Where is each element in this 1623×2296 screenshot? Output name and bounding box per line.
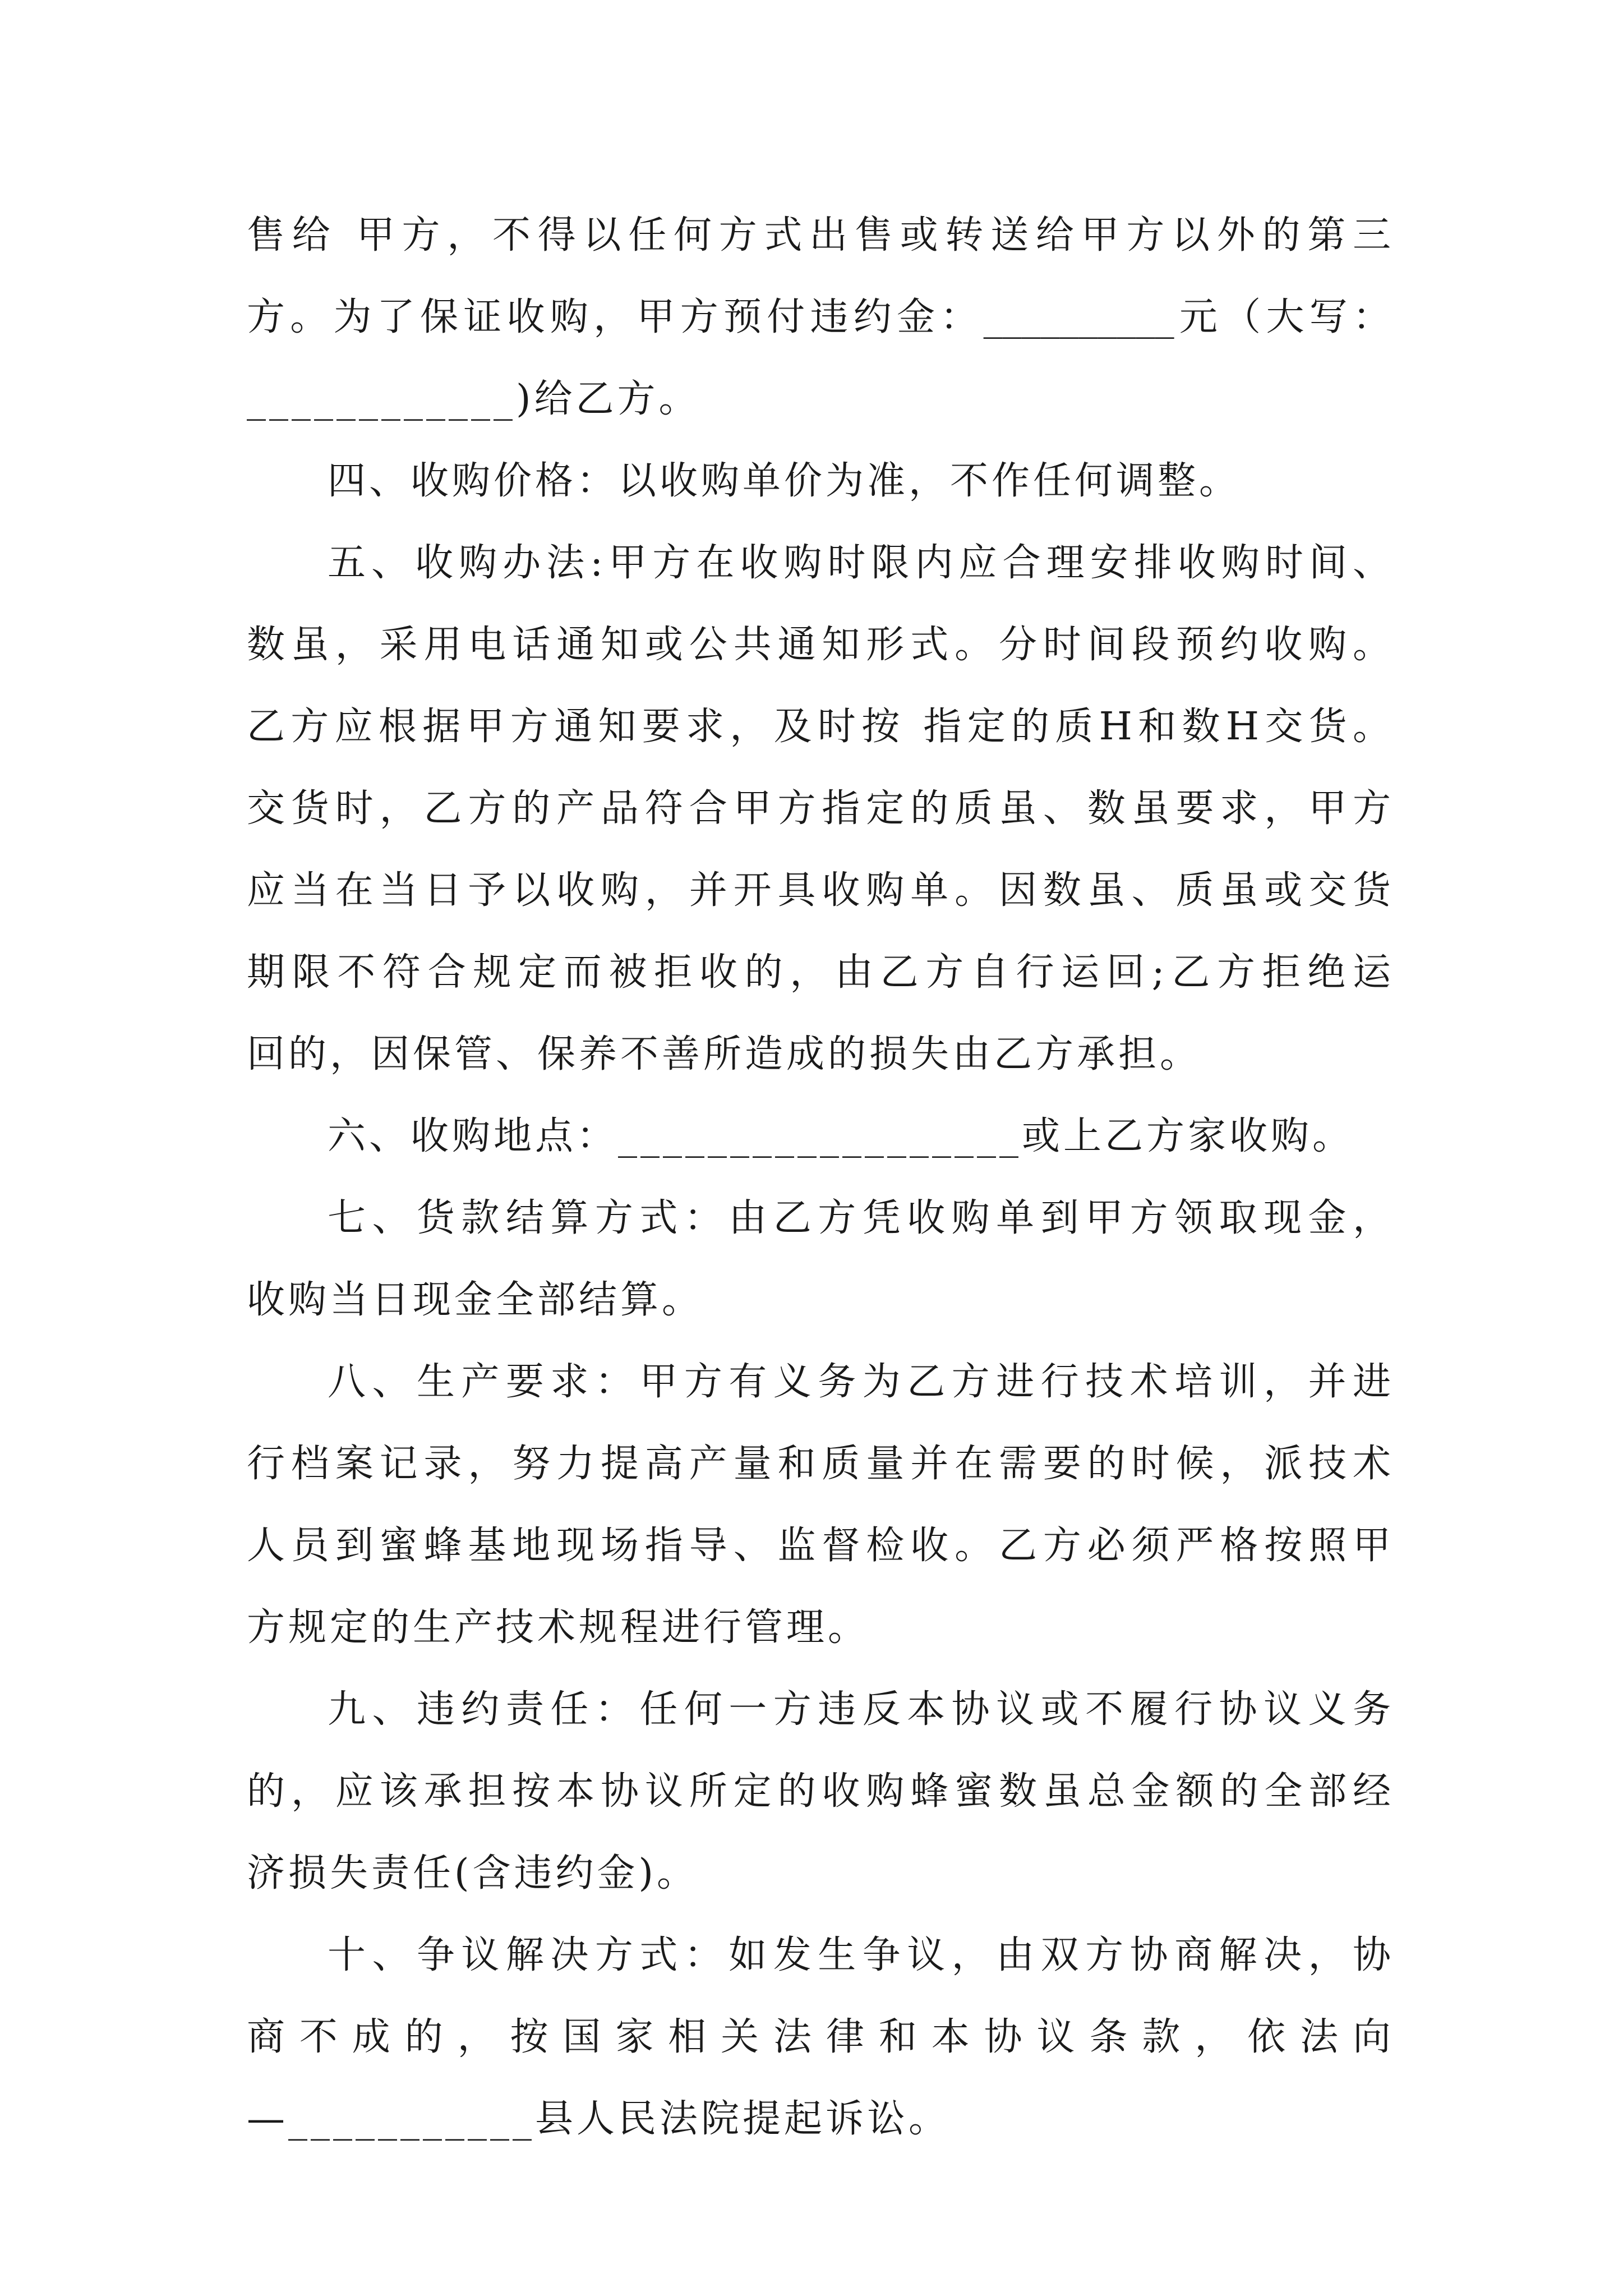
text-line: 售给 甲方，不得以任何方式出售或转送给甲方以外的第三 xyxy=(247,213,1391,257)
text-line: 交货时，乙方的产品符合甲方指定的质虽、数虽要求，甲方 xyxy=(247,786,1391,831)
text-line: 七、货款结算方式：由乙方凭收购单到甲方领取现金， xyxy=(328,1196,1391,1240)
text-line: 方规定的生产技术规程进行管理。 xyxy=(247,1605,870,1650)
text-line: 八、生产要求：甲方有义务为乙方进行技术培训，并进 xyxy=(328,1360,1391,1404)
text-line: 的，应该承担按本协议所定的收购蜂蜜数虽总金额的全部经 xyxy=(247,1769,1391,1814)
text-line: 商不成的，按国家相关法律和本协议条款，依法向 xyxy=(247,2015,1391,2059)
text-line: 十、争议解决方式：如发生争议，由双方协商解决，协 xyxy=(328,1933,1391,1977)
text-line: 五、收购办法:甲方在收购时限内应合理安排收购时间、 xyxy=(328,541,1391,585)
text-line: 应当在当日予以收购，并开具收购单。因数虽、质虽或交货 xyxy=(247,868,1391,913)
text-line: 收购当日现金全部结算。 xyxy=(247,1278,704,1322)
text-line: 行档案记录，努力提高产量和质量并在需要的时候，派技术 xyxy=(247,1442,1391,1486)
text-line: 六、收购地点：__________________或上乙方家收购。 xyxy=(328,1114,1354,1158)
text-line: 方。为了保证收购，甲方预付违约金：__________元（大写： xyxy=(247,295,1391,339)
text-line: 济损失责任(含违约金)。 xyxy=(247,1851,699,1895)
text-line: —___________县人民法院提起诉讼。 xyxy=(247,2097,951,2141)
text-line: 回的，因保管、保养不善所造成的损失由乙方承担。 xyxy=(247,1032,1202,1076)
text-line: 四、收购价格：以收购单价为准，不作任何调整。 xyxy=(328,459,1241,503)
text-line: 期限不符合规定而被拒收的，由乙方自行运回;乙方拒绝运 xyxy=(247,950,1391,995)
text-line: ____________)给乙方。 xyxy=(247,377,700,421)
text-line: 乙方应根据甲方通知要求，及时按 指定的质H和数H交货。 xyxy=(247,705,1391,749)
text-line: 九、违约责任：任何一方违反本协议或不履行协议义务 xyxy=(328,1687,1391,1732)
text-line: 人员到蜜蜂基地现场指导、监督检收。乙方必须严格按照甲 xyxy=(247,1524,1391,1568)
text-line: 数虽，采用电话通知或公共通知形式。分时间段预约收购。 xyxy=(247,623,1391,667)
